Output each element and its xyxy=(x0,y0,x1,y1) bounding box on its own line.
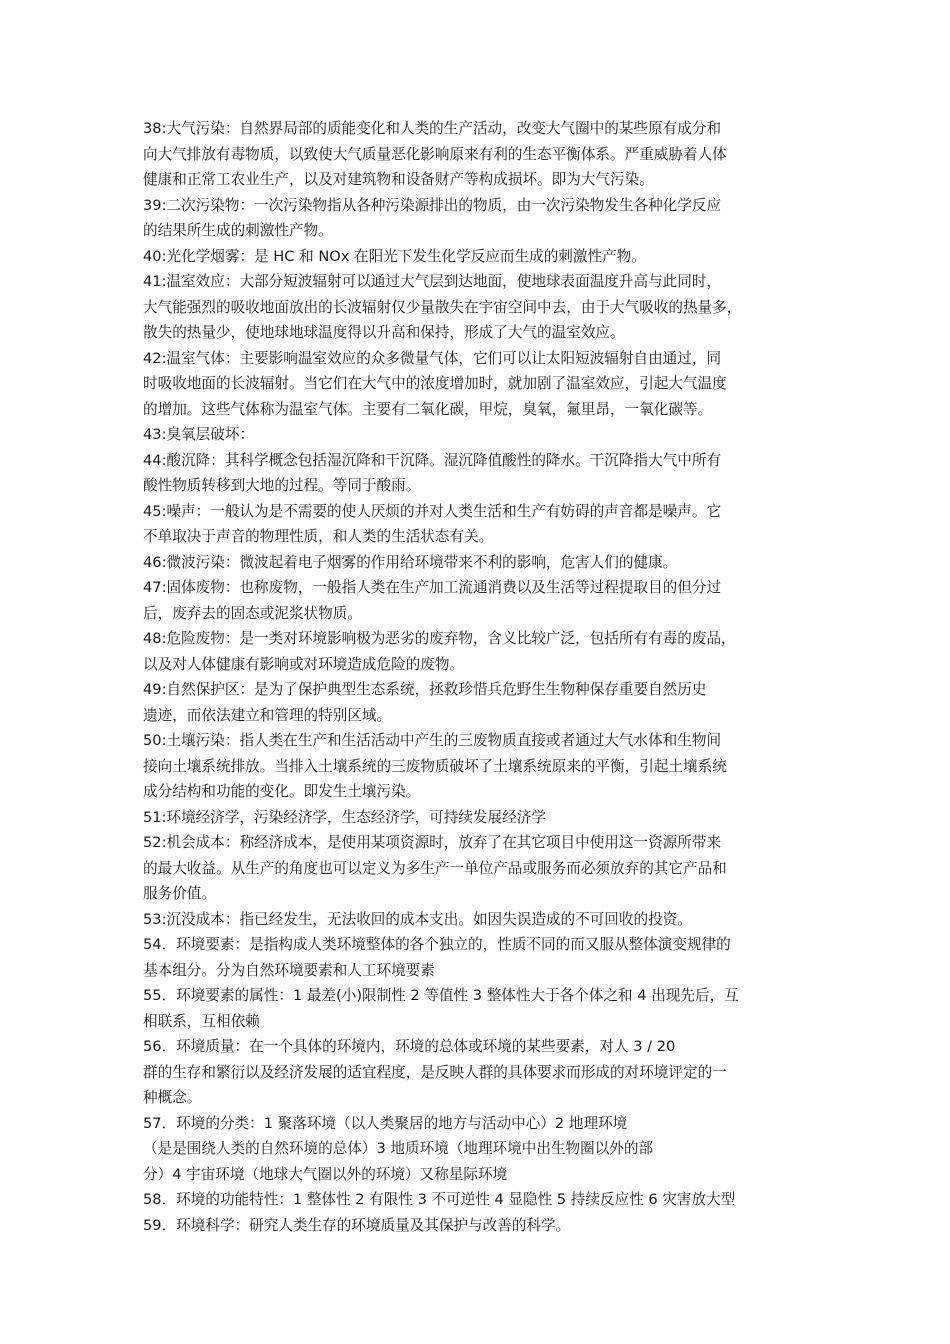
text-line: 后，废弃去的固态或泥浆状物质。 xyxy=(143,604,362,622)
text-line: 向大气排放有毒物质，以致使大气质量恶化影响原来有利的生态平衡体系。严重威胁着人体 xyxy=(143,145,727,163)
text-line: 54．环境要素：是指构成人类环境整体的各个独立的，性质不同的而又服从整体演变规律的 xyxy=(143,936,731,953)
text-line: 时吸收地面的长波辐射。当它们在大气中的浓度增加时，就加剧了温室效应，引起大气温度 xyxy=(143,375,727,392)
text-line: 种概念。 xyxy=(143,1089,202,1106)
text-line: 44:酸沉降：其科学概念包括湿沉降和干沉降。湿沉降值酸性的降水。干沉降指大气中所有 xyxy=(143,451,722,469)
text-line: 基本组分。分为自然环境要素和人工环境要素 xyxy=(143,961,435,979)
text-line: 的最大收益。从生产的角度也可以定义为多生产一单位产品或服务而必须放弃的其它产品和 xyxy=(143,859,727,877)
text-line: 53:沉没成本：指已经发生，无法收回的成本支出。如因失误造成的不可回收的投资。 xyxy=(143,910,692,928)
text-line: 的增加。这些气体称为温室气体。主要有二氧化碳，甲烷，臭氧，氟里昂，一氧化碳等。 xyxy=(143,400,713,418)
text-line: 38:大气污染：自然界局部的质能变化和人类的生产活动，改变大气圈中的某些原有成分和 xyxy=(143,120,722,137)
text-line: 39:二次污染物：一次污染物指从各种污染源排出的物质，由一次污染物发生各种化学反应 xyxy=(143,196,722,214)
text-line: 55．环境要素的属性：1 最差(小)限制性 2 等值性 3 整体性大于各个体之和 4 出现先后，互 xyxy=(143,987,739,1004)
text-line: 52:机会成本：称经济成本，是使用某项资源时，放弃了在其它项目中使用这一资源所带来 xyxy=(143,834,722,851)
text-line: 46:微波污染：微波起着电子烟雾的作用给环境带来不利的影响，危害人们的健康。 xyxy=(143,553,678,571)
text-line: 健康和正常工农业生产，以及对建筑物和设备财产等构成损坏。即为大气污染。 xyxy=(143,171,654,188)
text-line: 接向土壤系统排放。当排入土壤系统的三废物质破坏了土壤系统原来的平衡，引起土壤系统 xyxy=(143,757,727,775)
text-line: 散失的热量少，使地球地球温度得以升高和保持，形成了大气的温室效应。 xyxy=(143,324,625,341)
text-line: 43:臭氧层破坏： xyxy=(143,426,255,443)
text-line: 45:噪声：一般认为是不需要的使人厌烦的并对人类生活和生产有妨碍的声音都是噪声。它 xyxy=(143,502,722,520)
text-line: 59．环境科学：研究人类生存的环境质量及其保护与改善的科学。 xyxy=(143,1216,571,1234)
text-line: 分）4 宇宙环境（地球大气圈以外的环境）又称星际环境 xyxy=(143,1165,508,1183)
text-line: 50:土壤污染：指人类在生产和生活活动中产生的三废物质直接或者通过大气水体和生物间 xyxy=(143,732,722,749)
text-line: 群的生存和繁衍以及经济发展的适宜程度，是反映人群的具体要求而形成的对环境评定的一 xyxy=(143,1063,727,1081)
text-line: 42:温室气体：主要影响温室效应的众多微量气体，它们可以让太阳短波辐射自由通过，同 xyxy=(143,349,722,367)
text-line: 57．环境的分类：1 聚落环境（以人类聚居的地方与活动中心）2 地理环境 xyxy=(143,1114,628,1132)
text-line: 48:危险废物：是一类对环境影响极为恶劣的废弃物，含义比较广泛，包括所有有毒的废品， xyxy=(143,630,736,647)
text-line: 41:温室效应：大部分短波辐射可以通过大气层到达地面，使地球表面温度升高与此同时， xyxy=(143,273,722,290)
text-line: 遗迹，而依法建立和管理的特别区域。 xyxy=(143,706,392,724)
text-line: 服务价值。 xyxy=(143,885,216,902)
text-line: 大气能强烈的吸收地面放出的长波辐射仅少量散失在宇宙空间中去，由于大气吸收的热量多， xyxy=(143,298,742,316)
document-body xyxy=(143,116,818,1238)
text-line: 58．环境的功能特性：1 整体性 2 有限性 3 不可逆性 4 显隐性 5 持续反应性 6 灾害放大型 xyxy=(143,1191,736,1208)
text-line: 相联系，互相依赖 xyxy=(143,1012,260,1030)
text-line: 40:光化学烟雾：是 HC 和 NOx 在阳光下发生化学反应而生成的刺激性产物。 xyxy=(143,247,646,265)
text-line: 的结果所生成的刺激性产物。 xyxy=(143,222,333,239)
text-line: 不单取决于声音的物理性质，和人类的生活状态有关。 xyxy=(143,528,494,545)
text-line: 成分结构和功能的变化。即发生土壤污染。 xyxy=(143,783,421,800)
text-line: 51:环境经济学，污染经济学，生态经济学，可持续发展经济学 xyxy=(143,808,546,826)
text-line: 49:自然保护区：是为了保护典型生态系统，拯救珍惜兵危野生生物种保存重要自然历史 xyxy=(143,681,707,698)
text-line: 酸性物质转移到大地的过程。等同于酸雨。 xyxy=(143,477,421,494)
text-line: 47:固体废物：也称废物，一般指人类在生产加工流通消费以及生活等过程提取目的但分过 xyxy=(143,579,722,596)
text-line: 56．环境质量：在一个具体的环境内，环境的总体或环境的某些要素，对人 3 / 20 xyxy=(143,1038,676,1055)
text-line: （是是围绕人类的自然环境的总体）3 地质环境（地理环境中出生物圈以外的部 xyxy=(143,1140,654,1157)
text-line: 以及对人体健康有影响或对环境造成危险的废物。 xyxy=(143,655,465,673)
